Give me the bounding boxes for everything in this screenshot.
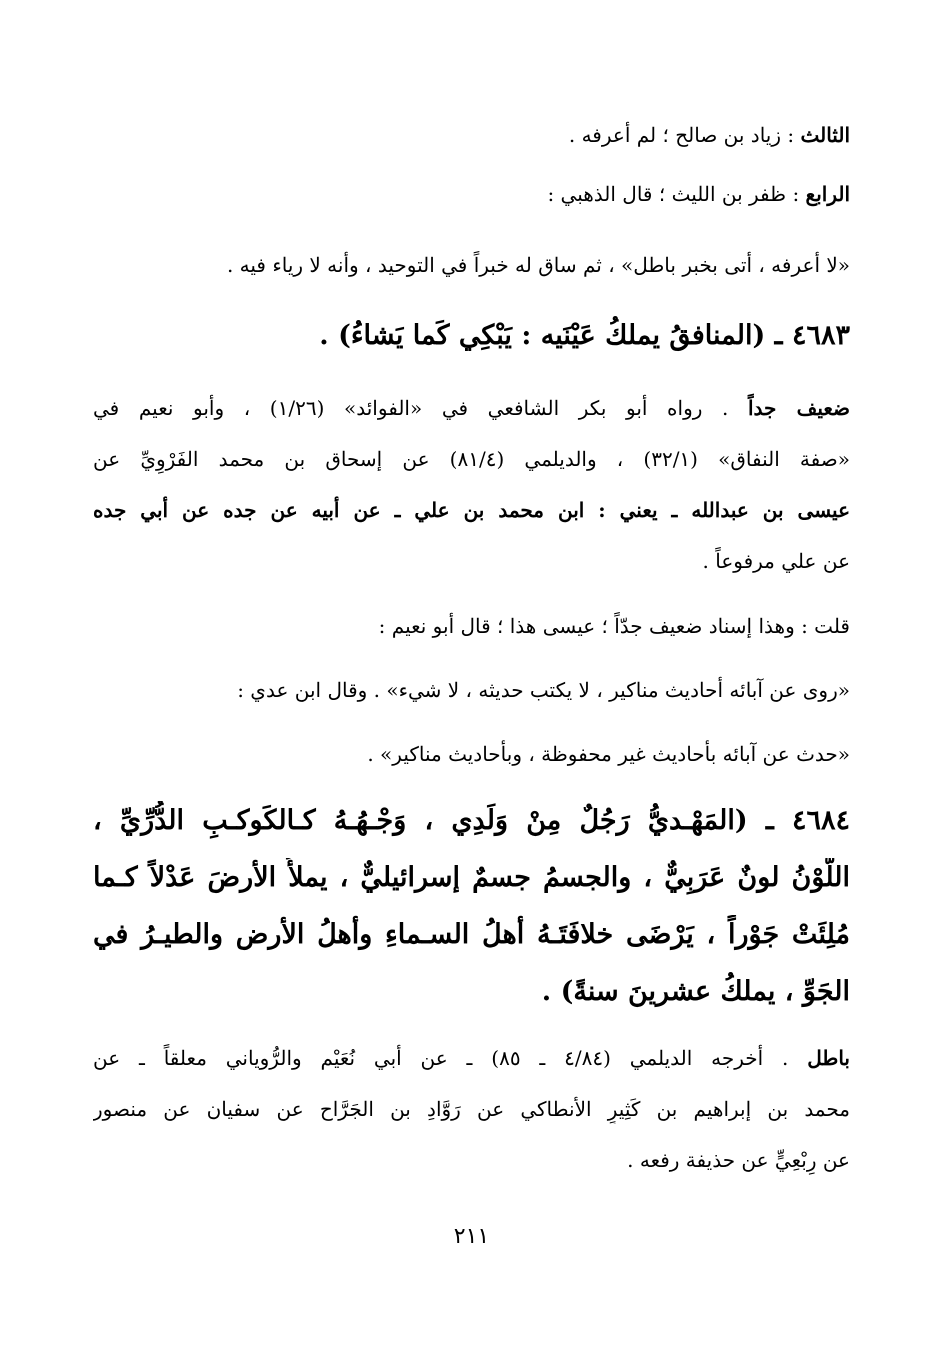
- line-text: عن رِبْعِيٍّ عن حذيفة رفعه .: [627, 1148, 850, 1172]
- text-line-10: [93, 675, 850, 705]
- text-line-8: [93, 546, 850, 576]
- line-text: : زياد بن صالح ؛ لم أعرفه .: [568, 123, 801, 147]
- hadith-4683: [93, 316, 850, 356]
- line-text: : ظفر بن الليث ؛ قال الذهبي :: [547, 182, 806, 206]
- text-line-16: [93, 1043, 850, 1073]
- line-text: «لا أعرفه ، أتى بخبر باطل» ، ثم ساق له خبراً في التوحيد ، وأنه لا رياء فيه .: [226, 253, 850, 277]
- text-line-6: [93, 444, 850, 474]
- hadith-text: اللَّوْنُ لونٌ عَرَبِيٌّ ، والجسمُ جسمٌ إسرائيليٌّ ، يملأُ الأرضَ عَدْلاً كـما: [93, 862, 850, 893]
- line-text: «روى عن آبائه أحاديث مناكير ، لا يكتب حديثه ، لا شيء» . وقال ابن عدي :: [237, 678, 850, 702]
- hadith-4684-line-1: [93, 801, 850, 841]
- line-text: «صفة النفاق» (٣٢/١) ، والديلمي (٨١/٤) عن إسحاق بن محمد الفَرْوِيِّ عن: [93, 447, 850, 471]
- text-line-7: [93, 495, 850, 525]
- text-line-18: [93, 1145, 850, 1175]
- line-text: عيسى بن عبدالله ـ يعني : ابن محمد بن علي ـ عن أبيه عن جده عن أبي جده: [93, 498, 850, 522]
- line-lead: باطل: [807, 1046, 850, 1070]
- text-line-3: [93, 250, 850, 280]
- line-text: عن علي مرفوعاً .: [702, 549, 850, 573]
- hadith-text: الجَوِّ ، يملكُ عشرينَ سنةً) .: [541, 976, 850, 1007]
- hadith-4684-line-4: [93, 972, 850, 1012]
- text-line-1: [93, 120, 850, 150]
- text-line-17: [93, 1094, 850, 1124]
- line-lead: الثالث: [800, 123, 850, 147]
- text-line-2: [93, 179, 850, 209]
- text-line-5: [93, 393, 850, 423]
- hadith-text: ٤٦٨٣ ـ (المنافقُ يملكُ عَيْنَيه : يَبْكِي كَما يَشاءُ) .: [319, 320, 850, 351]
- hadith-4684-line-2: [93, 858, 850, 898]
- line-lead: ضعيف جداً: [748, 396, 850, 420]
- line-text: . رواه أبو بكر الشافعي في «الفوائد» (١/٢٦) ، وأبو نعيم في: [93, 396, 748, 420]
- hadith-text: ٤٦٨٤ ـ (المَهْـديُّ رَجُلٌ مِنْ وَلَدِي ، وَجْـهُـهُ كـالكَوكـبِ الدُّرِّيِّ ،: [93, 805, 850, 836]
- line-text: محمد بن إبراهيم بن كَثِيرٍ الأنطاكي عن رَوَّادِ بن الجَرَّاح عن سفيان عن منصور: [93, 1097, 850, 1121]
- text-line-11: [93, 739, 850, 769]
- line-text: . أخرجه الديلمي (٤/٨٤ ـ ٨٥) ـ عن أبي نُعَيْم والرُّوياني معلقاً ـ عن: [93, 1046, 808, 1070]
- line-text: «حدث عن آبائه بأحاديث غير محفوظة ، وبأحاديث مناكير» .: [367, 742, 850, 766]
- page-number: ٢١١: [453, 1224, 490, 1249]
- text-line-9: [93, 611, 850, 641]
- hadith-4684-line-3: [93, 915, 850, 955]
- hadith-text: مُلِئَتْ جَوْراً ، يَرْضَى خلافَتَـهُ أهلُ السـماءِ وأهلُ الأرض والطيـرُ في: [93, 919, 850, 950]
- line-text: قلت : وهذا إسناد ضعيف جدّاً ؛ عيسى هذا ؛ قال أبو نعيم :: [378, 614, 850, 638]
- line-lead: الرابع: [805, 182, 850, 206]
